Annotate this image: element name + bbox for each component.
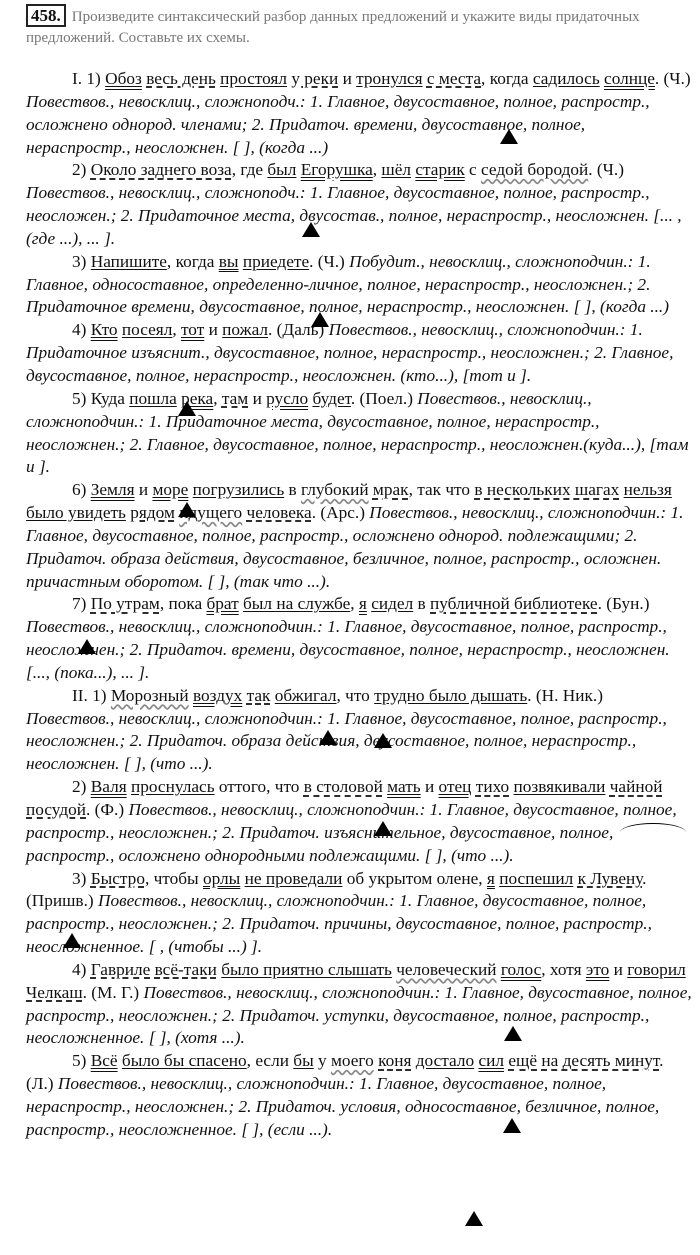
sentence-11: 4) Гавриле всё-таки было приятно слышать человеческий голос, хотя это и говорил Челкаш. (М. Г.) Повествов., невосклиц., сложноподчин.: 1. Главное, двусоставное, полное, распростр., неосложнен.; 2. Придаточ. уступки, двусоставное, полное, распростр., неосложненное. [ ], (хотя ...). [26,959,692,1048]
schema-triangle-mark [374,733,392,748]
analysis: Повествов., невосклиц., сложноподч.: 1. Главное, двусоставное, полное, распростр., осложнено однород. членами; 2. Придаточ. времени, двусоставное, полное, нераспростр., неосложнен. [ ], (когда ...) [26,91,650,157]
sentence-1: I. 1) Обоз весь день простоял у реки и тронулся с места, когда садилось солнце. (Ч.) Повествов., невосклиц., сложноподч.: 1. Главное, двусоставное, полное, распростр., осложнено однород. членами; 2. Придаточ. времени, двусоставное, полное, нераспростр., неосложнен. [ ], (когда ...) [26,69,691,157]
analysis: Повествов., невосклиц., сложноподчин.: 1. Главное, двусоставное, полное, нераспростр., неосложнен.; 2. Придаточ. условия, односоставное, безличное, полное, распростр., неосложненное. [ ], (если ...). [26,1074,660,1139]
schema-triangle-mark [63,933,81,948]
sentence-2: 2) Около заднего воза, где был Егорушка, шёл старик с седой бородой. (Ч.) Повествов., невосклиц., сложноподч.: 1. Главное, двусоставное, полное, распростр., неосложен.; 2. Придаточное места, двусостав., полное, нераспростр., неосложнен. [... ,(где ...), ... ]. [26,160,682,248]
analysis: Повествов., невосклиц., сложноподчин.: 1. Главное, двусоставное, полное, распростр., неосложнен.; 2. Придаточ. времени, двусоставное, полное, нераспростр., неосложнен. [..., (пока...), ... ]. [26,617,670,682]
schema-triangle-mark [178,502,196,517]
sentence-9: 2) Валя проснулась оттого, что в столовой мать и отец тихо позвякивали чайной посудой. (Ф.) Повествов., невосклиц., сложноподчин.: 1. Главное, двусоставное, полное, распростр., неосложнен.; 2. Придаточ. изъяснительное, двусоставное, полное, распростр., осложнено однородными подлежащими. [ ], (что ...). [26,777,677,865]
task-header [26,4,696,49]
schema-triangle-mark [374,821,392,836]
analysis: Повествов., невосклиц., сложноподчин.: 1. Главное, двусоставное, полное, распростр., неосложнен.; 2. Придаточ. уступки, двусоставное, полное, распростр., неосложненное. [ ], (хотя ...). [26,982,692,1048]
sentence-7: 7) По утрам, пока брат был на службе, я сидел в публичной библиотеке. (Бун.) Повествов., невосклиц., сложноподчин.: 1. Главное, двусоставное, полное, распростр., неосложнен.; 2. Придаточ. времени, двусоставное, полное, нераспростр., неосложнен. [..., (пока...), ... ]. [26,594,670,682]
exercise-number: 458. [26,4,66,27]
schema-triangle-mark [302,222,320,237]
analysis: Повествов., невосклиц., сложноподчин.: 1. Придаточное изъяснит., двусоставное, полное, нераспростр., неосложнен.; 2. Главное, двусоставное, полное, нераспростр., неосложнен. (кто...), [тот и ]. [26,320,674,385]
schema-triangle-mark [465,1211,483,1226]
analysis: Повествов., невосклиц., сложноподчин.: 1. Придаточное места, двусоставное, полное, нераспростр., неосложнен.; 2. Главное, двусоставное, полное, нераспростр., неосложнен.(куда...), [там и ]. [26,388,689,477]
analysis: Побудит., невосклиц., сложноподчин.: 1. Главное, односоставное, определенно-личное, полное, нераспростр., неосложнен.; 2. Придаточное времени, двусоставное, полное, нераспростр., неосложнен. [ ], (когда ...) [26,251,670,317]
sentence-10: 3) Быстро, чтобы орлы не проведали об укрытом олене, я поспешил к Лувену. (Пришв.) Повествов., невосклиц., сложноподчин.: 1. Главное, двусоставное, полное, распростр., неосложнен.; 2. Придаточ. причины, двусоставное, полное, распростр., неосложненное. [ , (чтобы ...) ]. [26,868,652,957]
sentence-6: 6) Земля и море погрузились в глубокий мрак, так что в нескольких шагах нельзя было увидеть рядом идущего человека. (Арс.) Повествов., невосклиц., сложноподчин.: 1. Главное, двусоставное, полное, распростр., осложнено однород. подлежащими; 2. Придаточ. образа действия, двусоставное, безличное, полное, распростр., осложнен. причастным оборотом. [ ], (так что ...). [26,480,684,591]
sentence-12: 5) Всё было бы спасено, если бы у моего коня достало сил ещё на десять минут. (Л.) Повествов., невосклиц., сложноподчин.: 1. Главное, двусоставное, полное, нераспростр., неосложнен.; 2. Придаточ. условия, односоставное, безличное, полное, распростр., неосложненное. [ ], (если ...). [26,1051,664,1139]
schema-triangle-mark [178,401,196,416]
analysis: Повествов., невосклиц., сложноподчин.: 1. Главное, двусоставное, полное, распростр., осложнено однород. подлежащими; 2. Придаточ. образа действия, двусоставное, безличное, полное, распростр., осложнен. причастным оборотом. [ ], (так что ...). [26,503,684,591]
sentence-4: 4) Кто посеял, тот и пожал. (Даль) Повествов., невосклиц., сложноподчин.: 1. Придаточное изъяснит., двусоставное, полное, нераспростр., неосложнен.; 2. Главное, двусоставное, полное, нераспростр., неосложнен. (кто...), [тот и ]. [26,320,674,385]
sentence-8: II. 1) Морозный воздух так обжигал, что трудно было дышать. (Н. Ник.) Повествов., невосклиц., сложноподчин.: 1. Главное, двусоставное, полное, распростр., неосложнен.; 2. Придаточ. образа действия, двусоставное, полное, нераспростр., неосложнен. [ ], (что ...). [26,685,667,774]
schema-arc [620,823,686,842]
schema-triangle-mark [319,730,337,745]
analysis: Повествов., невосклиц., сложноподчин.: 1. Главное, двусоставное, полное, распростр., неосложнен.; 2. Придаточ. причины, двусоставное, полное, распростр., неосложненное. [ , (чтобы ...) ]. [26,891,652,957]
exercise-body [26,68,692,1142]
sentence-5: 5) Куда пошла река, там и русло будет. (Поел.) Повествов., невосклиц., сложноподчин.: 1. Придаточное места, двусоставное, полное, нераспростр., неосложнен.; 2. Главное, двусоставное, полное, нераспростр., неосложнен.(куда...), [там и ]. [26,388,689,477]
analysis: Повествов., невосклиц., сложноподчин.: 1. Главное, двусоставное, полное, распростр., неосложнен.; 2. Придаточ. образа действия, двусоставное, полное, нераспростр., неосложнен. [ ], (что ...). [26,708,667,774]
schema-triangle-mark [311,312,329,327]
schema-triangle-mark [503,1118,521,1133]
task-text: Произведите синтаксический разбор данных предложений и укажите виды придаточных предложений. Составьте их схемы. [26,9,640,46]
schema-triangle-mark [78,639,96,654]
schema-triangle-mark [504,1026,522,1041]
analysis: Повествов., невосклиц., сложноподч.: 1. Главное, двусоставное, полное, распростр., неосложен.; 2. Придаточное места, двусостав., полное, нераспростр., неосложнен. [... ,(где ...), ... ]. [26,183,682,248]
analysis: Повествов., невосклиц., сложноподчин.: 1. Главное, двусоставное, полное, распростр., неосложнен.; 2. Придаточ. изъяснительное, двусоставное, полное, распростр., осложнено однородными подлежащими. [ ], (что ...). [26,800,677,865]
schema-triangle-mark [500,129,518,144]
sentence-3: 3) Напишите, когда вы приедете. (Ч.) Побудит., невосклиц., сложноподчин.: 1. Главное, односоставное, определенно-личное, полное, нераспростр., неосложнен.; 2. Придаточное времени, двусоставное, полное, нераспростр., неосложнен. [ ], (когда ...) [26,251,670,317]
